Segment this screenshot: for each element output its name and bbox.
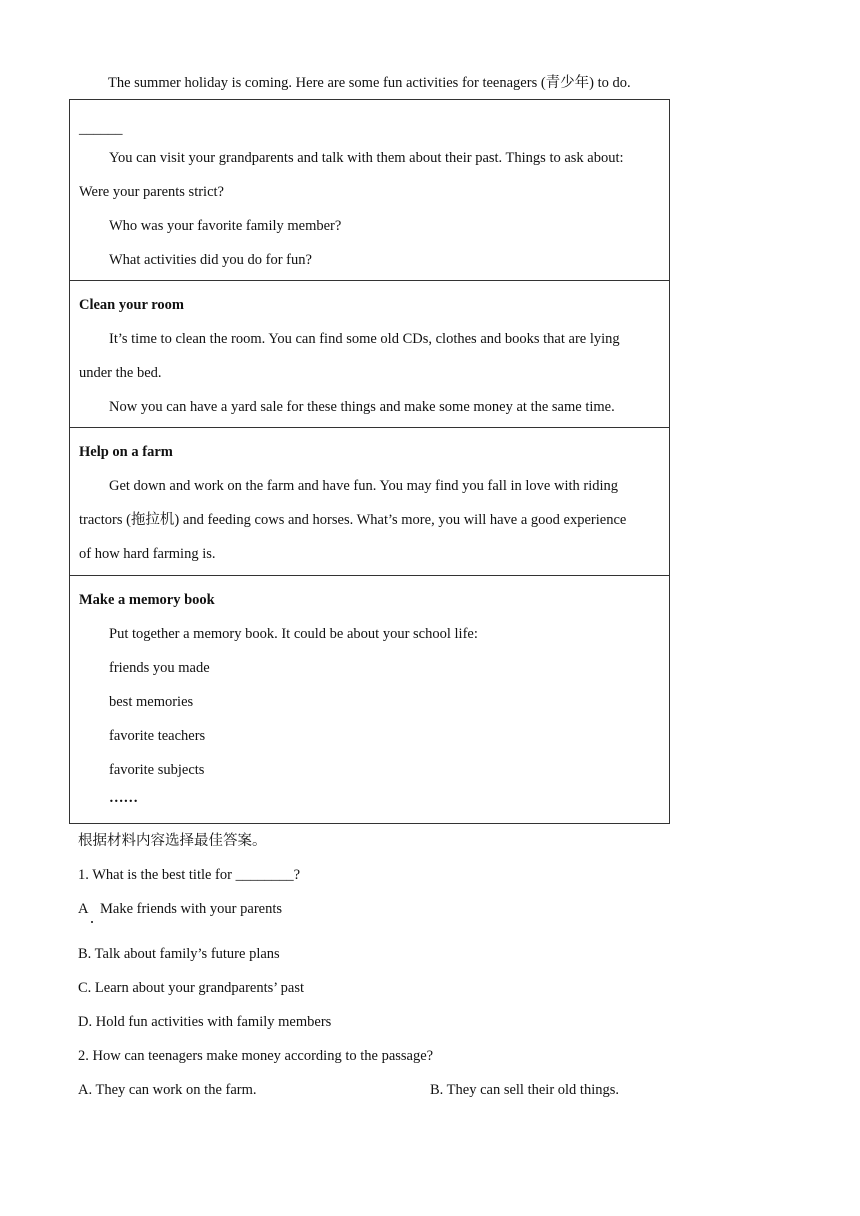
question-1-option-c[interactable]: C. Learn about your grandparents’ past xyxy=(78,980,305,996)
question-1-option-d[interactable]: D. Hold fun activities with family members xyxy=(78,1014,332,1030)
paragraph-line: Were your parents strict? xyxy=(79,184,224,200)
option-a-dot xyxy=(91,921,93,923)
instruction: 根据材料内容选择最佳答案。 xyxy=(78,833,267,849)
section-heading: Clean your room xyxy=(79,297,184,313)
activity-box-visit-grandparents xyxy=(69,99,670,281)
paragraph-line: of how hard farming is. xyxy=(79,546,216,562)
paragraph-line: tractors (拖拉机) and feeding cows and horses. What’s more, you will have a good experience xyxy=(79,512,627,528)
paragraph-line: under the bed. xyxy=(79,365,162,381)
intro-text: The summer holiday is coming. Here are some fun activities for teenagers (青少年) to do. xyxy=(108,75,631,91)
paragraph-line: You can visit your grandparents and talk with them about their past. Things to ask about: xyxy=(109,150,624,166)
question-1-option-b[interactable]: B. Talk about family’s future plans xyxy=(78,946,280,962)
paragraph-line: It’s time to clean the room. You can find some old CDs, clothes and books that are lying xyxy=(109,331,620,347)
paragraph-line: Put together a memory book. It could be about your school life: xyxy=(109,626,478,642)
question-2-option-a[interactable]: A. They can work on the farm. xyxy=(78,1082,257,1098)
list-item: favorite subjects xyxy=(109,762,205,778)
list-item: favorite teachers xyxy=(109,728,206,744)
paragraph-line: Get down and work on the farm and have fun. You may find you fall in love with riding xyxy=(109,478,619,494)
section-heading: Help on a farm xyxy=(79,444,173,460)
paragraph-line: Who was your favorite family member? xyxy=(109,218,342,234)
list-item: friends you made xyxy=(109,660,210,676)
question-2-stem: 2. How can teenagers make money according to the passage? xyxy=(78,1048,434,1064)
list-item: best memories xyxy=(109,694,194,710)
title-blank: ______ xyxy=(79,121,123,137)
question-1-option-a[interactable]: Make friends with your parents xyxy=(100,901,283,917)
question-1-option-a-letter[interactable]: A xyxy=(78,901,89,917)
activity-box-help-farm xyxy=(69,427,670,576)
paragraph-line: Now you can have a yard sale for these things and make some money at the same time. xyxy=(109,399,615,415)
activity-box-memory-book xyxy=(69,575,670,824)
ellipsis: …… xyxy=(109,790,138,806)
paragraph-line: What activities did you do for fun? xyxy=(109,252,312,268)
activity-box-clean-room xyxy=(69,280,670,428)
question-1-stem: 1. What is the best title for ________? xyxy=(78,867,301,883)
question-2-option-b[interactable]: B. They can sell their old things. xyxy=(430,1082,620,1098)
section-heading: Make a memory book xyxy=(79,592,215,608)
